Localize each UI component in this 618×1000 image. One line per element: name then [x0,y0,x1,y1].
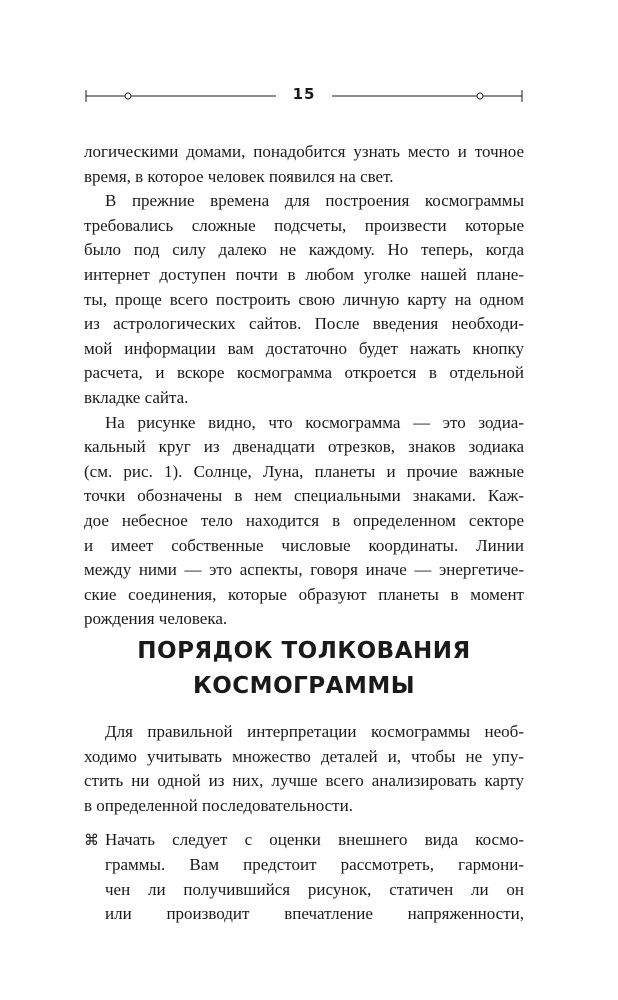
text-line: кальный круг из двенадцати отрезков, знаков зодиака [84,437,524,457]
text-line: ты, проще всего построить свою личную карту на одном [84,289,524,309]
text-line: рождения человека. [84,609,228,629]
text-line: расчета, и вскоре космограмма откроется в отдельной [84,363,524,383]
place-of-interest-icon: ⌘ [84,831,99,850]
body-text-bottom [84,720,524,927]
text-line: (см. рис. 1). Солнце, Луна, планеты и прочие важные [84,461,524,481]
text-line: граммы. Вам предстоит рассмотреть, гармони- [105,854,524,874]
text-line: На рисунке видно, что космограмма — это зодиа- [105,412,524,432]
text-line: дое небесное тело находится в определенном секторе [84,510,524,530]
text-line: вкладке сайта. [84,387,189,407]
heading-line: КОСМОГРАММЫ [192,673,416,699]
text-line: требовались сложные подсчеты, произвести которые [84,215,524,235]
text-line: или производит впечатление напряженности, [105,904,524,924]
text-line: из астрологических сайтов. После введения необходи- [84,314,524,334]
text-line: стить ни одной из них, лучше всего анализировать карту [84,771,524,791]
running-header [84,84,524,108]
text-line: было под силу далеко не каждому. Но теперь, когда [84,240,524,260]
text-line: в определенной последовательности. [84,795,353,815]
paragraph [84,720,524,818]
text-line: ходимо учитывать множество деталей и, чтобы не упу- [84,746,524,766]
text-line: Для правильной интерпретации космограммы необ- [105,722,524,741]
paragraph [84,189,524,410]
text-line: интернет доступен почти в любом уголке нашей плане- [84,264,524,284]
text-line: чен ли получившийся рисунок, статичен ли он [105,879,524,899]
paragraph [84,411,524,632]
body-text-top [84,140,524,632]
paragraph [84,140,524,189]
text-line: и имеет собственные числовые координаты. Линии [84,535,524,555]
bullet-item [84,828,524,926]
text-line: Начать следует с оценки внешнего вида космо- [105,830,524,850]
section-heading [84,634,524,704]
text-line: В прежние времена для построения космограммы [105,191,524,211]
text-line: время, в которое человек появился на свет. [84,166,394,186]
text-line: логическими домами, понадобится узнать место и точное [84,142,524,161]
text-line: точки обозначены в нем специальными знаками. Каж- [84,486,524,506]
page-number: 15 [292,85,316,103]
text-line: ские соединения, которые образуют планеты в момент [84,584,524,604]
heading-line: ПОРЯДОК ТОЛКОВАНИЯ [137,638,471,664]
text-line: мой информации вам достаточно будет нажать кнопку [84,338,524,358]
text-line: между ними — это аспекты, говоря иначе — энергетиче- [84,560,524,580]
